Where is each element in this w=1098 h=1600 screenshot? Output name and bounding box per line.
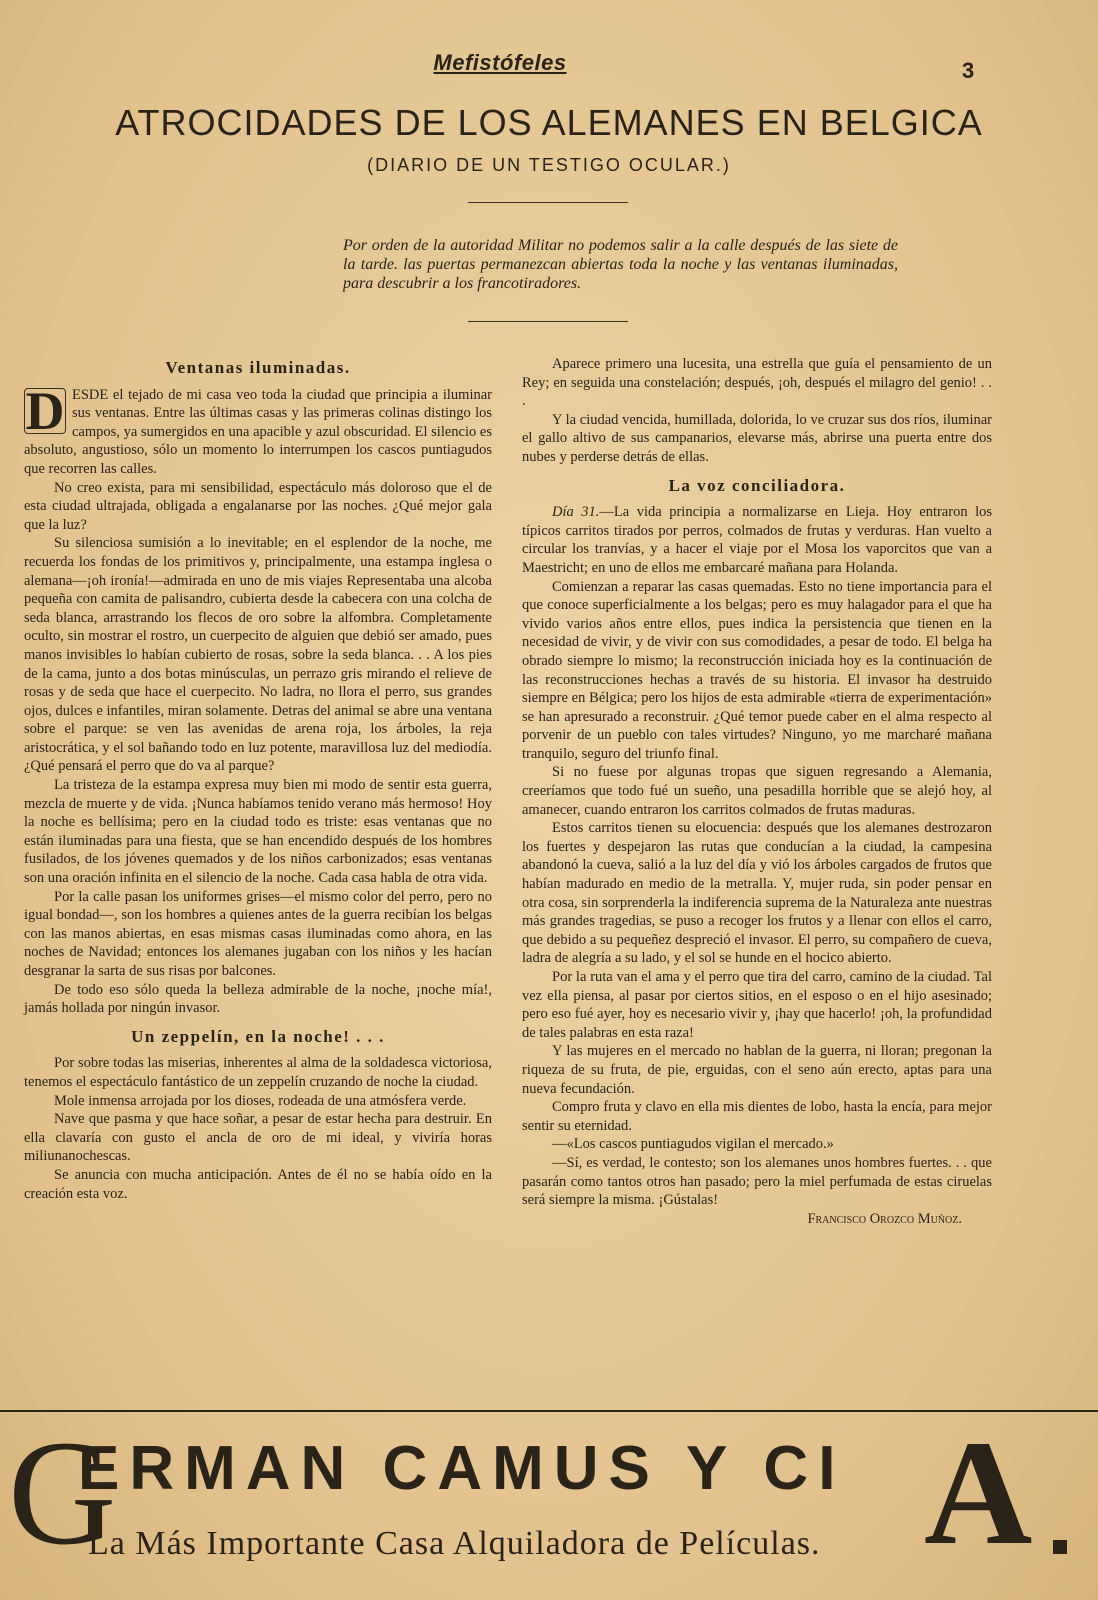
date-label: Día 31. bbox=[552, 504, 600, 521]
advertisement-initial: G bbox=[8, 1410, 117, 1576]
section-heading-ventanas: Ventanas iluminadas. bbox=[165, 358, 351, 377]
paragraph: Por la ruta van el ama y el perro que tira del carro, camino de la ciudad. Tal vez ella piensa, al pasar por ciertos sitios, en el esposo o en el hijo asesinado; pero eso fué ayer, hoy es necesario vivir y, ¡hay que hacerlo! ¡oh, la profundidad de tales palabras en esta raza! bbox=[522, 969, 992, 1041]
paragraph: La tristeza de la estampa expresa muy bien mi modo de sentir esta guerra, mezcla de muerte y de vida. ¡Nunca habíamos tenido verano más hermoso! Hoy la noche es bellísima; pero en la ciudad todo es triste: esas ventanas que no están iluminadas para una fiesta, que se han encendido después de los hombres fusilados, de los jóvenes quemados y de los niños carbonizados; esas ventanas son una oración infinita en el silencio de la noche. Cada casa habla de otra vida. bbox=[24, 777, 492, 887]
paragraph: —«Los cascos puntiagudos vigilan el mercado.» bbox=[552, 1136, 834, 1153]
divider-bottom bbox=[468, 321, 628, 322]
running-title: Mefistófeles bbox=[433, 50, 567, 75]
section-heading-zeppelin: Un zeppelín, en la noche! . . . bbox=[131, 1026, 385, 1046]
paragraph: —Sí, es verdad, le contesto; son los alemanes unos hombres fuertes. . . que pasarán como tantos otros han pasado; pero la miel perfumada de estas ciruelas será siempre la misma. ¡Gústalas! bbox=[522, 1154, 992, 1209]
paragraph bbox=[522, 503, 992, 577]
paragraph: Estos carritos tienen su elocuencia: después que los alemanes destrozaron los fuertes y despejaron las rutas que conducían a la ciudad, la campesina abandonó la cueva, salió a la luz del día y vió los árboles cargados de frutos que habían madurado en medio de la metralla. Y, mujer ruda, sin poder pensar en otra cosa, sin sorprenderla la indiferencia suprema de la Naturaleza ante nuestras más grandes tragedias, se puso a recoger los frutos y a llenar con ellos el carro, que debido a su pequeñez despreció el invasor. El perro, su compañero de cueva, ladra de alegría a su lado, y el sol se hunde en el hocico abierto. bbox=[522, 820, 992, 967]
epigraph: Por orden de la autoridad Militar no podemos salir a la calle después de las siete de la tarde. las puertas permanezcan abiertas toda la noche y las ventanas iluminadas, para descubrir a los francotiradores. bbox=[343, 237, 898, 292]
drop-cap: D bbox=[25, 380, 65, 441]
right-column bbox=[522, 355, 992, 1228]
section-heading-voz: La voz conciliadora. bbox=[668, 475, 846, 495]
paragraph-text: ESDE el tejado de mi casa veo toda la ciudad que principia a iluminar sus ventanas. Entre las últimas casas y las primeras colinas distingo los campos, ya sumergidos en una apacible y azul obscuridad. El silencio es absoluto, angustioso, sólo un momento lo interrumpen los cascos puntiagudos que recorren las calles. bbox=[24, 386, 492, 477]
page-number: 3 bbox=[962, 58, 975, 83]
article-title: ATROCIDADES DE LOS ALEMANES EN BELGICA bbox=[115, 102, 983, 143]
paragraph: No creo exista, para mi sensibilidad, espectáculo más doloroso que el de esta ciudad ultrajada, obligada a engalanarse por las noches. ¿Qué mejor gala que la luz? bbox=[24, 479, 492, 533]
paragraph: Y las mujeres en el mercado no hablan de la guerra, ni lloran; pregonan la riqueza de su fruta, de pie, erguidas, con el seno aún erecto, aptas para una nueva fecundación. bbox=[522, 1043, 992, 1097]
divider-top bbox=[468, 202, 628, 203]
paragraph: Si no fuese por algunas tropas que siguen regresando a Alemania, creeríamos que todo fué un sueño, una pesadilla horrible que se alejó hoy, al amanecer, cuando entraron los carritos colmados de frutas maduras. bbox=[522, 764, 992, 818]
paragraph: Se anuncia con mucha anticipación. Antes de él no se había oído en la creación esta voz. bbox=[24, 1166, 492, 1202]
paragraph: Mole inmensa arrojada por los dioses, rodeada de una atmósfera verde. bbox=[54, 1092, 467, 1109]
article-subtitle: (DIARIO DE UN TESTIGO OCULAR.) bbox=[367, 155, 731, 175]
left-column bbox=[24, 355, 492, 1203]
advertisement-period bbox=[1053, 1540, 1067, 1554]
paragraph: Por sobre todas las miserias, inherentes al alma de la soldadesca victoriosa, tenemos el espectáculo fantástico de un zeppelín cruzando de noche la ciudad. bbox=[24, 1055, 492, 1090]
paragraph: Nave que pasma y que hace soñar, a pesar de estar hecha para destruir. En ella clavaría con gusto el ancla de oro de mi ideal, y viviría horas miliunanochescas. bbox=[24, 1111, 492, 1165]
author-signature: Francisco Orozco Muñoz. bbox=[807, 1210, 962, 1227]
paragraph: Por la calle pasan los uniformes grises—el mismo color del perro, pero no igual bondad—, son los hombres a quienes antes de la guerra recibían los belgas con las manos abiertas, en esas mismas casas iluminadas como ahora, en las noches de Navidad; entonces los alemanes jugaban con los niños y les hacían desgranar la sarta de sus risas por balcones. bbox=[24, 888, 492, 979]
paragraph: De todo eso sólo queda la belleza admirable de la noche, ¡noche mía!, jamás hollada por ningún invasor. bbox=[24, 981, 492, 1017]
paragraph: Comienzan a reparar las casas quemadas. Esto no tiene importancia para el que conoce superficialmente a los belgas; pero es muy halagador para el que ha vivido varios años entre ellos, pues indica la persistencia que tienen en la necesidad de vivir, y de vivir con sus comodidades, a pesar de todo. El belga ha obrado siempre lo mismo; la reconstrucción iniciada hoy es la continuación de las reconstrucciones hechas a través de su historia. El invasor ha destruido siempre en Bélgica; pero los hijos de esta admirable «tierra de experimentación» se han apresurado a reconstruir. ¿Qué temor puede caber en el alma respecto al porvenir de un pueblo con tales virtudes? Ninguno, yo me marcharé mañana tranquilo, seguro del triunfo final. bbox=[522, 578, 992, 762]
advertisement-company-name: ERMAN CAMUS Y CI bbox=[78, 1434, 846, 1503]
paragraph: Y la ciudad vencida, humillada, dolorida, lo ve cruzar sus dos ríos, iluminar el gallo altivo de sus campanarios, elevarse más, abrirse una puerta entre dos nubes y perderse detrás de ellas. bbox=[522, 411, 992, 465]
paragraph: Aparece primero una lucesita, una estrella que guía el pensamiento de un Rey; en seguida una constelación; después, ¡oh, después el milagro del genio! . . . bbox=[522, 356, 992, 410]
paragraph: Compro fruta y clavo en ella mis dientes de lobo, hasta la encía, para mejor sentir su eternidad. bbox=[522, 1099, 992, 1134]
advertisement-final-letter: A bbox=[924, 1410, 1033, 1576]
paragraph bbox=[24, 380, 492, 479]
advertisement-tagline: La Más Importante Casa Alquiladora de Películas. bbox=[88, 1525, 821, 1562]
paragraph-text: —La vida principia a normalizarse en Lieja. Hoy entraron los típicos carritos tirados por perros, colmados de frutas y verduras. Han vuelto a circular los tranvías, y a hacer el viaje por el Mosa los vaporcitos que van a Maestricht; en uno de ellos me embarcaré mañana para Holanda. bbox=[522, 504, 993, 576]
paragraph: Su silenciosa sumisión a lo inevitable; en el esplendor de la noche, me recuerda los fondas de los primitivos y, principalmente, una estampa inglesa o alemana—¡oh ironía!—admirada en uno de mis viajes Representaba una alcoba pequeña con camita de palisandro, cubierta desde la cabecera con una colcha de seda blanca, arrastrando los flecos de oro sobre la alfombra. Completamente oculto, sin mostrar el rostro, un cuerpecito de alguien que debió ser amado, pues manos invisibles lo habían cubierto de rosas, sobre la seda blanca. . . A los pies de la cama, junto a dos botas minúsculas, un perrazo gris mirando el relieve de rosas y de seda que hace el cuerpecito. No ladra, no llora el perro, sus grandes ojos, dulces e infantiles, miran solamente. Detras del animal se abre una ventana sobre el parque: se ven las avenidas de arena roja, los árboles, la reja aristocrática, y el sol bañando todo en luz potente, maravillosa luz del mediodía. ¿Qué pensará el perro que do va al parque? bbox=[24, 535, 492, 775]
